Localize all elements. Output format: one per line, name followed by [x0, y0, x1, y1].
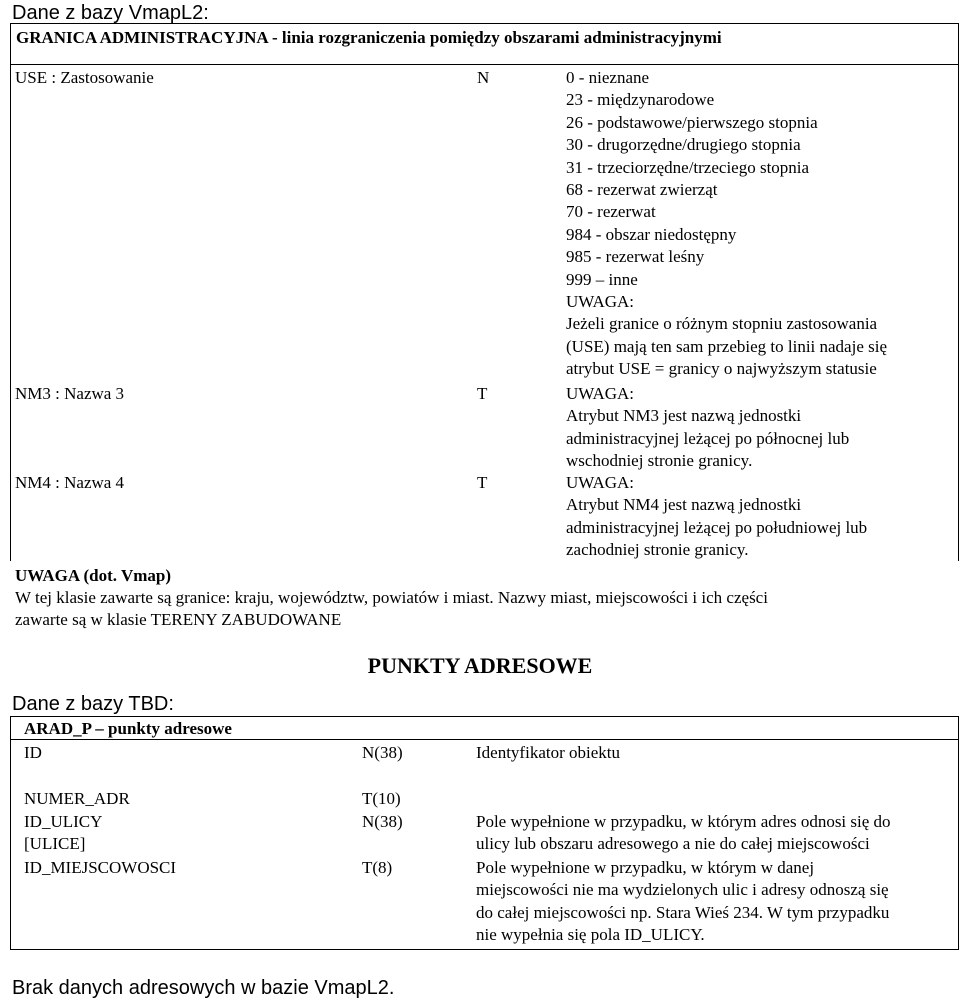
- vmap-source-heading: Dane z bazy VmapL2:: [12, 2, 209, 24]
- vmap-attr-nm4: NM4 : Nazwa 4: [15, 473, 125, 492]
- vmap-type-nm4: T: [477, 473, 488, 492]
- tbd-desc-id: Identyfikator obiektu: [476, 743, 620, 762]
- tbd-type-id: N(38): [362, 743, 403, 762]
- tbd-attr-id-ulicy: ID_ULICY [ULICE]: [24, 812, 103, 854]
- vmap-class-title-box: [10, 23, 959, 65]
- footer-note: Brak danych adresowych w bazie VmapL2.: [12, 977, 395, 999]
- vmap-type-nm3: T: [477, 384, 488, 403]
- tbd-attr-id-miejscowosci: ID_MIEJSCOWOSCI: [24, 858, 177, 877]
- section-title: PUNKTY ADRESOWE: [367, 653, 593, 678]
- vmap-class-title: GRANICA ADMINISTRACYJNA - linia rozgraniczenia pomiędzy obszarami administracyjnymi: [16, 28, 722, 47]
- vmap-desc-use: 0 - nieznane 23 - międzynarodowe 26 - podstawowe/pierwszego stopnia 30 - drugorzędne/drugiego stopnia 31 - trzeciorzędne/trzeciego stopnia 68 - rezerwat zwierząt 70 - rezerwat 984 - obszar niedostępny 985 - rezerwat leśny 999 – inne UWAGA: Jeżeli granice o różnym stopniu zastosowania (USE) mają ten sam przebieg to linii nadaje się atrybut USE = granicy o najwyższym statusie: [566, 68, 888, 379]
- vmap-attr-nm3: NM3 : Nazwa 3: [15, 384, 125, 403]
- vmap-desc-nm3: UWAGA: Atrybut NM3 jest nazwą jednostki administracyjnej leżącej po północnej lub wschodniej stronie granicy.: [566, 384, 850, 471]
- vmap-type-use: N: [477, 68, 490, 87]
- vmap-note-text: W tej klasie zawarte są granice: kraju, województw, powiatów i miast. Nazwy miast, miejscowości i ich części zawarte są w klasie TERENY ZABUDOWANE: [15, 588, 768, 630]
- vmap-note-heading: UWAGA (dot. Vmap): [15, 566, 172, 585]
- vmap-attr-use: USE : Zastosowanie: [15, 68, 154, 87]
- tbd-class-title: ARAD_P – punkty adresowe: [24, 719, 232, 738]
- tbd-source-heading: Dane z bazy TBD:: [12, 693, 174, 715]
- tbd-attr-id: ID: [24, 743, 42, 762]
- tbd-type-id-miejscowosci: T(8): [362, 858, 393, 877]
- tbd-desc-id-miejscowosci: Pole wypełnione w przypadku, w którym w danej miejscowości nie ma wydzielonych ulic i adresy odnoszą się do całej miejscowości np. Stara Wieś 234. W tym przypadku nie wypełnia się pola ID_ULICY.: [476, 858, 890, 945]
- tbd-desc-id-ulicy: Pole wypełnione w przypadku, w którym adres odnosi się do ulicy lub obszaru adresowego a nie do całej miejscowości: [476, 812, 891, 854]
- tbd-type-id-ulicy: N(38): [362, 812, 403, 831]
- tbd-type-numer-adr: T(10): [362, 789, 401, 808]
- tbd-attr-numer-adr: NUMER_ADR: [24, 789, 130, 808]
- vmap-desc-nm4: UWAGA: Atrybut NM4 jest nazwą jednostki administracyjnej leżącej po południowej lub zachodniej stronie granicy.: [566, 473, 868, 560]
